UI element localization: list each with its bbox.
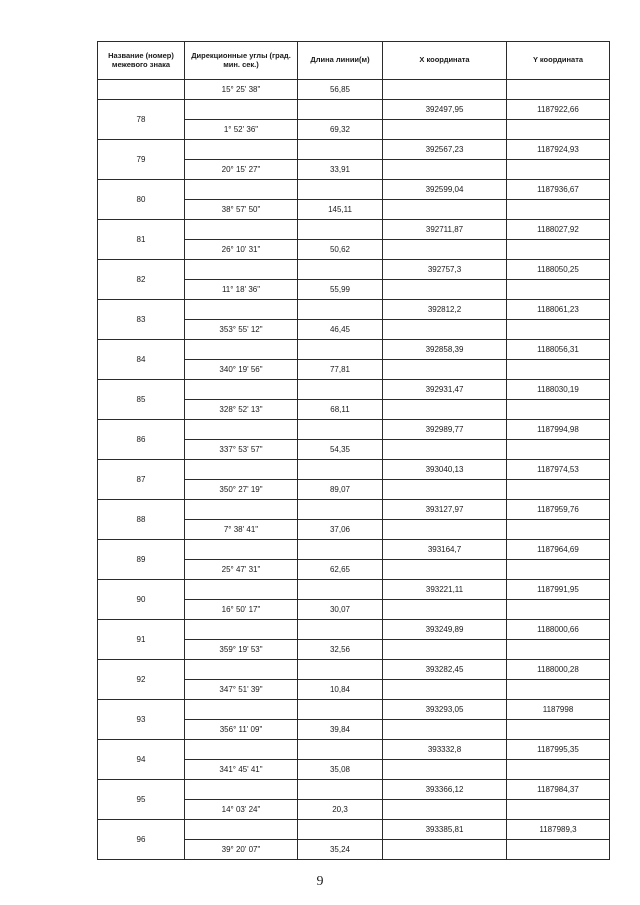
y-cell-empty xyxy=(507,440,610,460)
length-cell-empty xyxy=(298,580,383,600)
point-row xyxy=(98,820,610,840)
angle-cell-empty xyxy=(185,500,298,520)
length-cell: 46,45 xyxy=(298,320,383,340)
length-cell: 33,91 xyxy=(298,160,383,180)
y-coordinate-cell: 1187989,3 xyxy=(507,820,610,840)
length-cell: 55,99 xyxy=(298,280,383,300)
point-row xyxy=(98,780,610,800)
boundary-coordinates-table xyxy=(97,41,610,860)
y-coordinate-cell: 1187974,53 xyxy=(507,460,610,480)
point-row xyxy=(98,700,610,720)
point-name-cell: 81 xyxy=(98,220,185,260)
angle-cell-empty xyxy=(185,660,298,680)
angle-cell-empty xyxy=(185,100,298,120)
x-cell-empty xyxy=(383,800,507,820)
angle-cell-empty xyxy=(185,820,298,840)
y-cell-empty xyxy=(507,200,610,220)
y-coordinate-cell: 1187991,95 xyxy=(507,580,610,600)
point-row xyxy=(98,540,610,560)
length-cell-empty xyxy=(298,340,383,360)
y-cell-empty xyxy=(507,120,610,140)
point-row xyxy=(98,620,610,640)
angle-cell: 1° 52' 36" xyxy=(185,120,298,140)
length-cell-empty xyxy=(298,540,383,560)
y-cell-empty xyxy=(507,840,610,860)
x-coordinate-cell: 393249,89 xyxy=(383,620,507,640)
x-cell-empty xyxy=(383,760,507,780)
y-cell-empty xyxy=(507,480,610,500)
length-cell-empty xyxy=(298,460,383,480)
y-coordinate-cell: 1187922,66 xyxy=(507,100,610,120)
point-row xyxy=(98,460,610,480)
length-cell-empty xyxy=(298,220,383,240)
length-cell: 69,32 xyxy=(298,120,383,140)
point-name-cell: 84 xyxy=(98,340,185,380)
x-coordinate-cell: 393164,7 xyxy=(383,540,507,560)
point-row xyxy=(98,420,610,440)
y-cell-empty xyxy=(507,240,610,260)
x-cell-empty xyxy=(383,480,507,500)
x-coordinate-cell: 393282,45 xyxy=(383,660,507,680)
y-cell-empty xyxy=(507,680,610,700)
header-length: Длина линии(м) xyxy=(298,42,383,80)
point-row xyxy=(98,140,610,160)
angle-cell: 26° 10' 31" xyxy=(185,240,298,260)
length-cell-empty xyxy=(298,140,383,160)
y-coordinate-cell: 1187924,93 xyxy=(507,140,610,160)
angle-cell: 15° 25' 38" xyxy=(185,80,298,100)
point-row xyxy=(98,740,610,760)
page-number: 9 xyxy=(316,874,324,889)
x-cell-empty xyxy=(383,520,507,540)
length-cell-empty xyxy=(298,380,383,400)
x-cell-empty xyxy=(383,640,507,660)
angle-cell-empty xyxy=(185,300,298,320)
length-cell-empty xyxy=(298,740,383,760)
length-cell: 56,85 xyxy=(298,80,383,100)
y-cell-empty xyxy=(507,600,610,620)
y-cell-empty xyxy=(507,640,610,660)
y-cell-empty xyxy=(507,280,610,300)
angle-cell-empty xyxy=(185,220,298,240)
header-name: Название (номер) межевого знака xyxy=(98,42,185,80)
length-cell: 77,81 xyxy=(298,360,383,380)
x-cell-empty xyxy=(383,440,507,460)
header-angle: Дирекционные углы (град. мин. сек.) xyxy=(185,42,298,80)
y-cell-empty xyxy=(507,720,610,740)
point-name-cell: 78 xyxy=(98,100,185,140)
y-cell-empty xyxy=(507,760,610,780)
y-cell-empty xyxy=(507,80,610,100)
angle-cell: 353° 55' 12" xyxy=(185,320,298,340)
angle-cell-empty xyxy=(185,420,298,440)
point-name-cell: 91 xyxy=(98,620,185,660)
length-cell: 68,11 xyxy=(298,400,383,420)
angle-cell-empty xyxy=(185,700,298,720)
angle-cell: 341° 45' 41" xyxy=(185,760,298,780)
angle-cell: 38° 57' 50" xyxy=(185,200,298,220)
point-row xyxy=(98,300,610,320)
y-coordinate-cell: 1187984,37 xyxy=(507,780,610,800)
y-coordinate-cell: 1188000,66 xyxy=(507,620,610,640)
table-body xyxy=(98,80,610,860)
point-row xyxy=(98,180,610,200)
length-cell-empty xyxy=(298,660,383,680)
y-coordinate-cell: 1188000,28 xyxy=(507,660,610,680)
y-cell-empty xyxy=(507,560,610,580)
x-cell-empty xyxy=(383,400,507,420)
angle-cell-empty xyxy=(185,580,298,600)
angle-cell: 359° 19' 53" xyxy=(185,640,298,660)
angle-cell-empty xyxy=(185,620,298,640)
x-cell-empty xyxy=(383,360,507,380)
x-cell-empty xyxy=(383,80,507,100)
y-coordinate-cell: 1188050,25 xyxy=(507,260,610,280)
point-row xyxy=(98,340,610,360)
x-cell-empty xyxy=(383,280,507,300)
angle-cell-empty xyxy=(185,340,298,360)
x-cell-empty xyxy=(383,240,507,260)
angle-cell-empty xyxy=(185,780,298,800)
x-coordinate-cell: 392711,87 xyxy=(383,220,507,240)
x-cell-empty xyxy=(383,120,507,140)
angle-cell: 7° 38' 41" xyxy=(185,520,298,540)
length-cell: 35,08 xyxy=(298,760,383,780)
angle-cell-empty xyxy=(185,460,298,480)
length-cell: 89,07 xyxy=(298,480,383,500)
length-cell: 39,84 xyxy=(298,720,383,740)
angle-cell-empty xyxy=(185,260,298,280)
table-header-row xyxy=(98,42,610,80)
name-cell-empty xyxy=(98,80,185,100)
angle-cell-empty xyxy=(185,740,298,760)
length-cell-empty xyxy=(298,420,383,440)
angle-cell: 340° 19' 56" xyxy=(185,360,298,380)
y-coordinate-cell: 1187936,67 xyxy=(507,180,610,200)
length-cell-empty xyxy=(298,620,383,640)
point-name-cell: 86 xyxy=(98,420,185,460)
x-coordinate-cell: 393221,11 xyxy=(383,580,507,600)
length-cell: 145,11 xyxy=(298,200,383,220)
point-row xyxy=(98,380,610,400)
point-row xyxy=(98,660,610,680)
point-row xyxy=(98,580,610,600)
x-coordinate-cell: 393366,12 xyxy=(383,780,507,800)
length-cell: 10,84 xyxy=(298,680,383,700)
x-coordinate-cell: 393385,81 xyxy=(383,820,507,840)
x-coordinate-cell: 393127,97 xyxy=(383,500,507,520)
y-cell-empty xyxy=(507,520,610,540)
length-cell: 62,65 xyxy=(298,560,383,580)
angle-cell: 16° 50' 17" xyxy=(185,600,298,620)
length-cell: 30,07 xyxy=(298,600,383,620)
x-cell-empty xyxy=(383,560,507,580)
header-x: X координата xyxy=(383,42,507,80)
point-name-cell: 88 xyxy=(98,500,185,540)
x-cell-empty xyxy=(383,600,507,620)
length-cell: 20,3 xyxy=(298,800,383,820)
length-cell: 37,06 xyxy=(298,520,383,540)
header-y: Y координата xyxy=(507,42,610,80)
x-cell-empty xyxy=(383,840,507,860)
point-row xyxy=(98,500,610,520)
angle-cell: 14° 03' 24" xyxy=(185,800,298,820)
angle-cell-empty xyxy=(185,140,298,160)
length-cell-empty xyxy=(298,100,383,120)
point-row xyxy=(98,220,610,240)
point-row xyxy=(98,100,610,120)
length-cell-empty xyxy=(298,300,383,320)
x-coordinate-cell: 392858,39 xyxy=(383,340,507,360)
angle-cell: 337° 53' 57" xyxy=(185,440,298,460)
point-name-cell: 83 xyxy=(98,300,185,340)
y-coordinate-cell: 1187964,69 xyxy=(507,540,610,560)
y-cell-empty xyxy=(507,800,610,820)
length-cell-empty xyxy=(298,780,383,800)
angle-cell: 350° 27' 19" xyxy=(185,480,298,500)
angle-cell: 347° 51' 39" xyxy=(185,680,298,700)
length-cell-empty xyxy=(298,820,383,840)
y-cell-empty xyxy=(507,320,610,340)
y-coordinate-cell: 1187998 xyxy=(507,700,610,720)
point-name-cell: 79 xyxy=(98,140,185,180)
point-name-cell: 94 xyxy=(98,740,185,780)
x-coordinate-cell: 392567,23 xyxy=(383,140,507,160)
point-name-cell: 80 xyxy=(98,180,185,220)
point-name-cell: 95 xyxy=(98,780,185,820)
y-cell-empty xyxy=(507,160,610,180)
angle-cell: 328° 52' 13" xyxy=(185,400,298,420)
y-coordinate-cell: 1188061,23 xyxy=(507,300,610,320)
point-name-cell: 82 xyxy=(98,260,185,300)
y-cell-empty xyxy=(507,360,610,380)
x-coordinate-cell: 393293,05 xyxy=(383,700,507,720)
length-cell: 35,24 xyxy=(298,840,383,860)
point-name-cell: 93 xyxy=(98,700,185,740)
y-coordinate-cell: 1187995,35 xyxy=(507,740,610,760)
x-cell-empty xyxy=(383,160,507,180)
x-cell-empty xyxy=(383,320,507,340)
x-coordinate-cell: 393332,8 xyxy=(383,740,507,760)
x-cell-empty xyxy=(383,680,507,700)
angle-cell: 11° 18' 36" xyxy=(185,280,298,300)
y-coordinate-cell: 1188027,92 xyxy=(507,220,610,240)
length-cell: 54,35 xyxy=(298,440,383,460)
angle-cell: 356° 11' 09" xyxy=(185,720,298,740)
y-coordinate-cell: 1187994,98 xyxy=(507,420,610,440)
x-cell-empty xyxy=(383,720,507,740)
length-cell-empty xyxy=(298,500,383,520)
angle-cell-empty xyxy=(185,180,298,200)
angle-cell-empty xyxy=(185,380,298,400)
point-name-cell: 92 xyxy=(98,660,185,700)
x-coordinate-cell: 392931,47 xyxy=(383,380,507,400)
segment-row xyxy=(98,80,610,100)
point-name-cell: 87 xyxy=(98,460,185,500)
y-cell-empty xyxy=(507,400,610,420)
point-name-cell: 90 xyxy=(98,580,185,620)
x-coordinate-cell: 392757,3 xyxy=(383,260,507,280)
angle-cell-empty xyxy=(185,540,298,560)
x-coordinate-cell: 392599,04 xyxy=(383,180,507,200)
y-coordinate-cell: 1188056,31 xyxy=(507,340,610,360)
x-coordinate-cell: 392989,77 xyxy=(383,420,507,440)
y-coordinate-cell: 1187959,76 xyxy=(507,500,610,520)
point-name-cell: 85 xyxy=(98,380,185,420)
x-coordinate-cell: 393040,13 xyxy=(383,460,507,480)
x-cell-empty xyxy=(383,200,507,220)
length-cell: 50,62 xyxy=(298,240,383,260)
point-row xyxy=(98,260,610,280)
angle-cell: 25° 47' 31" xyxy=(185,560,298,580)
length-cell-empty xyxy=(298,700,383,720)
point-name-cell: 89 xyxy=(98,540,185,580)
x-coordinate-cell: 392497,95 xyxy=(383,100,507,120)
length-cell-empty xyxy=(298,180,383,200)
y-coordinate-cell: 1188030,19 xyxy=(507,380,610,400)
x-coordinate-cell: 392812,2 xyxy=(383,300,507,320)
length-cell: 32,56 xyxy=(298,640,383,660)
point-name-cell: 96 xyxy=(98,820,185,860)
angle-cell: 20° 15' 27" xyxy=(185,160,298,180)
length-cell-empty xyxy=(298,260,383,280)
angle-cell: 39° 20' 07" xyxy=(185,840,298,860)
